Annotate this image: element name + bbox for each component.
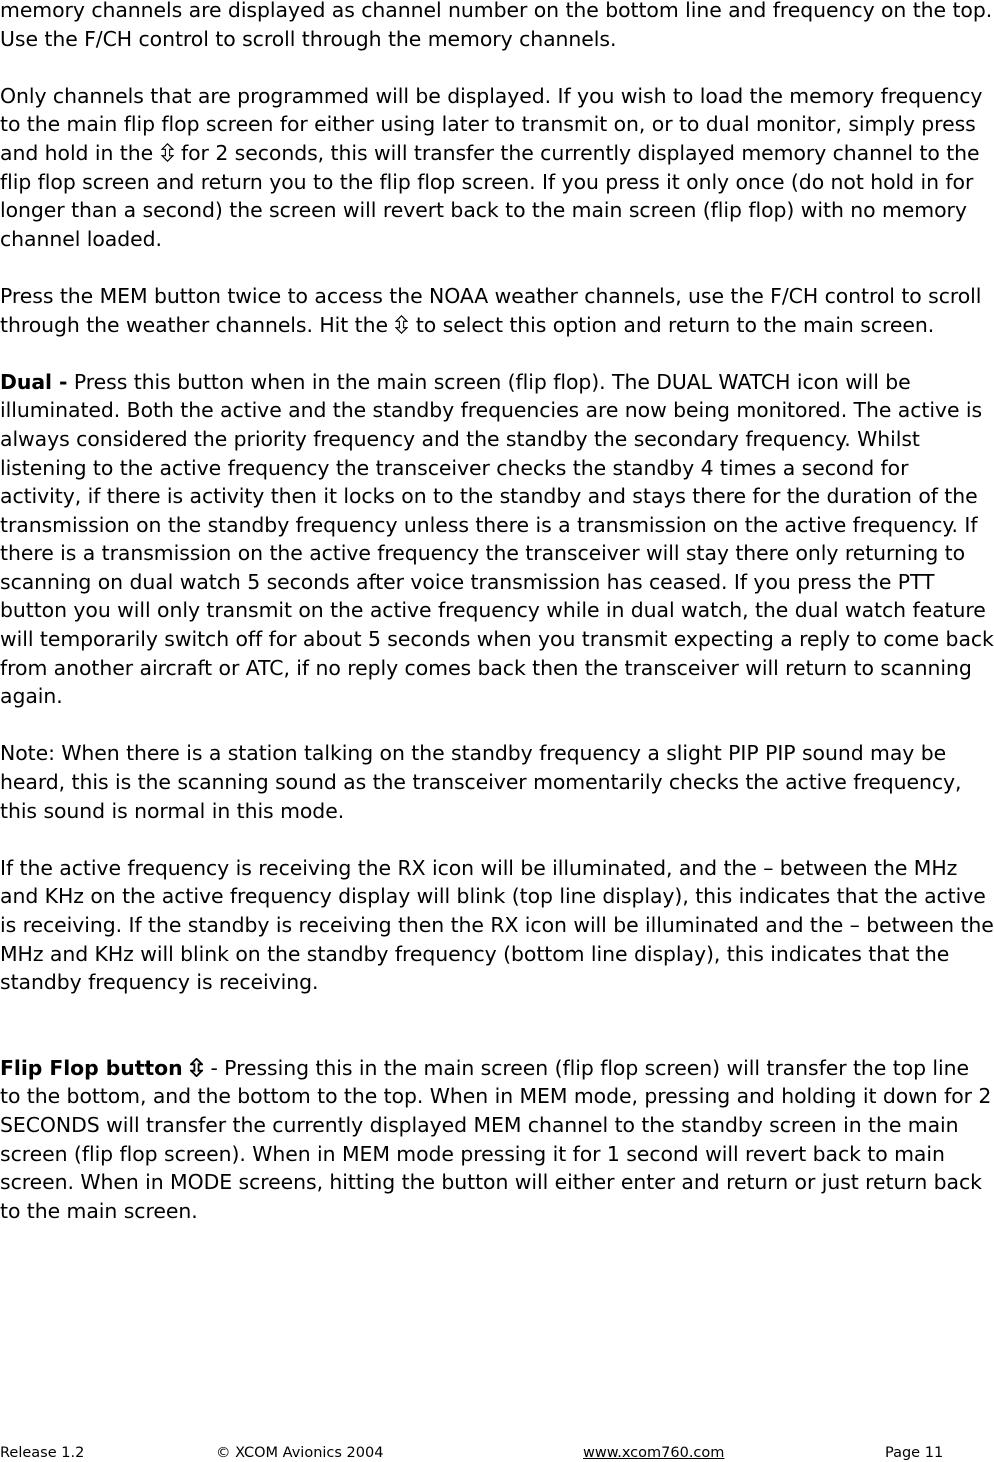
paragraph-text: for 2 seconds, this will transfer the currently displayed memory channel to the flip flop screen and return you to the flip flop screen. If you press it only once (do not hold in for longer than a second) the screen will revert back to the main screen (flip flop) with no memory channel loaded. <box>0 140 980 251</box>
paragraph-memory-channels <box>0 0 994 53</box>
paragraph-flip-flop-button <box>0 1054 994 1226</box>
paragraph-note-pip <box>0 739 994 825</box>
paragraph-text: If the active frequency is receiving the RX icon will be illuminated, and the – between the MHz and KHz on the active frequency display will blink (top line display), this indicates that the active is receiving. If the standby is receiving then the RX icon will be illuminated and the – between the MHz and KHz will blink on the standby frequency (bottom line display), this indicates that the standby frequency is receiving. <box>0 855 994 995</box>
flip-flop-arrow-icon <box>161 143 174 162</box>
flip-flop-arrow-icon <box>190 1058 203 1077</box>
paragraph-load-memory <box>0 82 994 254</box>
page-footer <box>0 1444 994 1462</box>
paragraph-text: to select this option and return to the main screen. <box>415 312 935 337</box>
paragraph-text: Press this button when in the main screen (flip flop). The DUAL WATCH icon will be illuminated. Both the active and the standby frequencies are now being monitored. The active is always considered the priority frequency and the standby the secondary frequency. Whilst listening to the active frequency the transceiver checks the standby 4 times a second for activity, if there is activity then it locks on to the standby and stays there for the duration of the transmission on the standby frequency unless there is a transmission on the active frequency. If there is a transmission on the active frequency the transceiver will stay there only returning to scanning on dual watch 5 seconds after voice transmission has ceased. If you press the PTT button you will only transmit on the active frequency while in dual watch, the dual watch feature will temporarily switch off for about 5 seconds when you transmit expecting a reply to come back from another aircraft or ATC, if no reply comes back then the transceiver will return to scanning again. <box>0 369 994 709</box>
section-heading-flip-flop: Flip Flop button <box>0 1055 183 1080</box>
footer-release: Release 1.2 <box>0 1445 85 1461</box>
paragraph-dual-watch <box>0 368 994 711</box>
paragraph-text: Press the MEM button twice to access the NOAA weather channels, use the F/CH control to scroll through the weather channels. Hit the <box>0 283 982 337</box>
footer-copyright: © XCOM Avionics 2004 <box>216 1445 384 1461</box>
footer-website-link[interactable]: www.xcom760.com <box>583 1445 725 1461</box>
paragraph-text: - Pressing this in the main screen (flip flop screen) will transfer the top line to the bottom, and the bottom to the top. When in MEM mode, pressing and holding it down for 2 SECONDS will transfer the currently displayed MEM channel to the standby screen in the main screen (flip flop screen). When in MEM mode pressing it for 1 second will revert back to main screen. When in MODE screens, hitting the button will either enter and return or just return back to the main screen. <box>0 1055 992 1223</box>
paragraph-text: Only channels that are programmed will be displayed. If you wish to load the memory frequency to the main flip flop screen for either using later to transmit on, or to dual monitor, simply press and hold in the <box>0 83 983 165</box>
paragraph-text: memory channels are displayed as channel number on the bottom line and frequency on the top. Use the F/CH control to scroll through the memory channels. <box>0 0 993 51</box>
paragraph-noaa-weather <box>0 282 994 339</box>
paragraph-rx-icon <box>0 854 994 997</box>
paragraph-text: Note: When there is a station talking on the standby frequency a slight PIP PIP sound may be heard, this is the scanning sound as the transceiver momentarily checks the active frequency, this sound is normal in this mode. <box>0 741 962 823</box>
footer-page-number: Page 11 <box>885 1445 944 1461</box>
flip-flop-arrow-icon <box>395 315 408 334</box>
section-heading-dual: Dual - <box>0 369 68 394</box>
